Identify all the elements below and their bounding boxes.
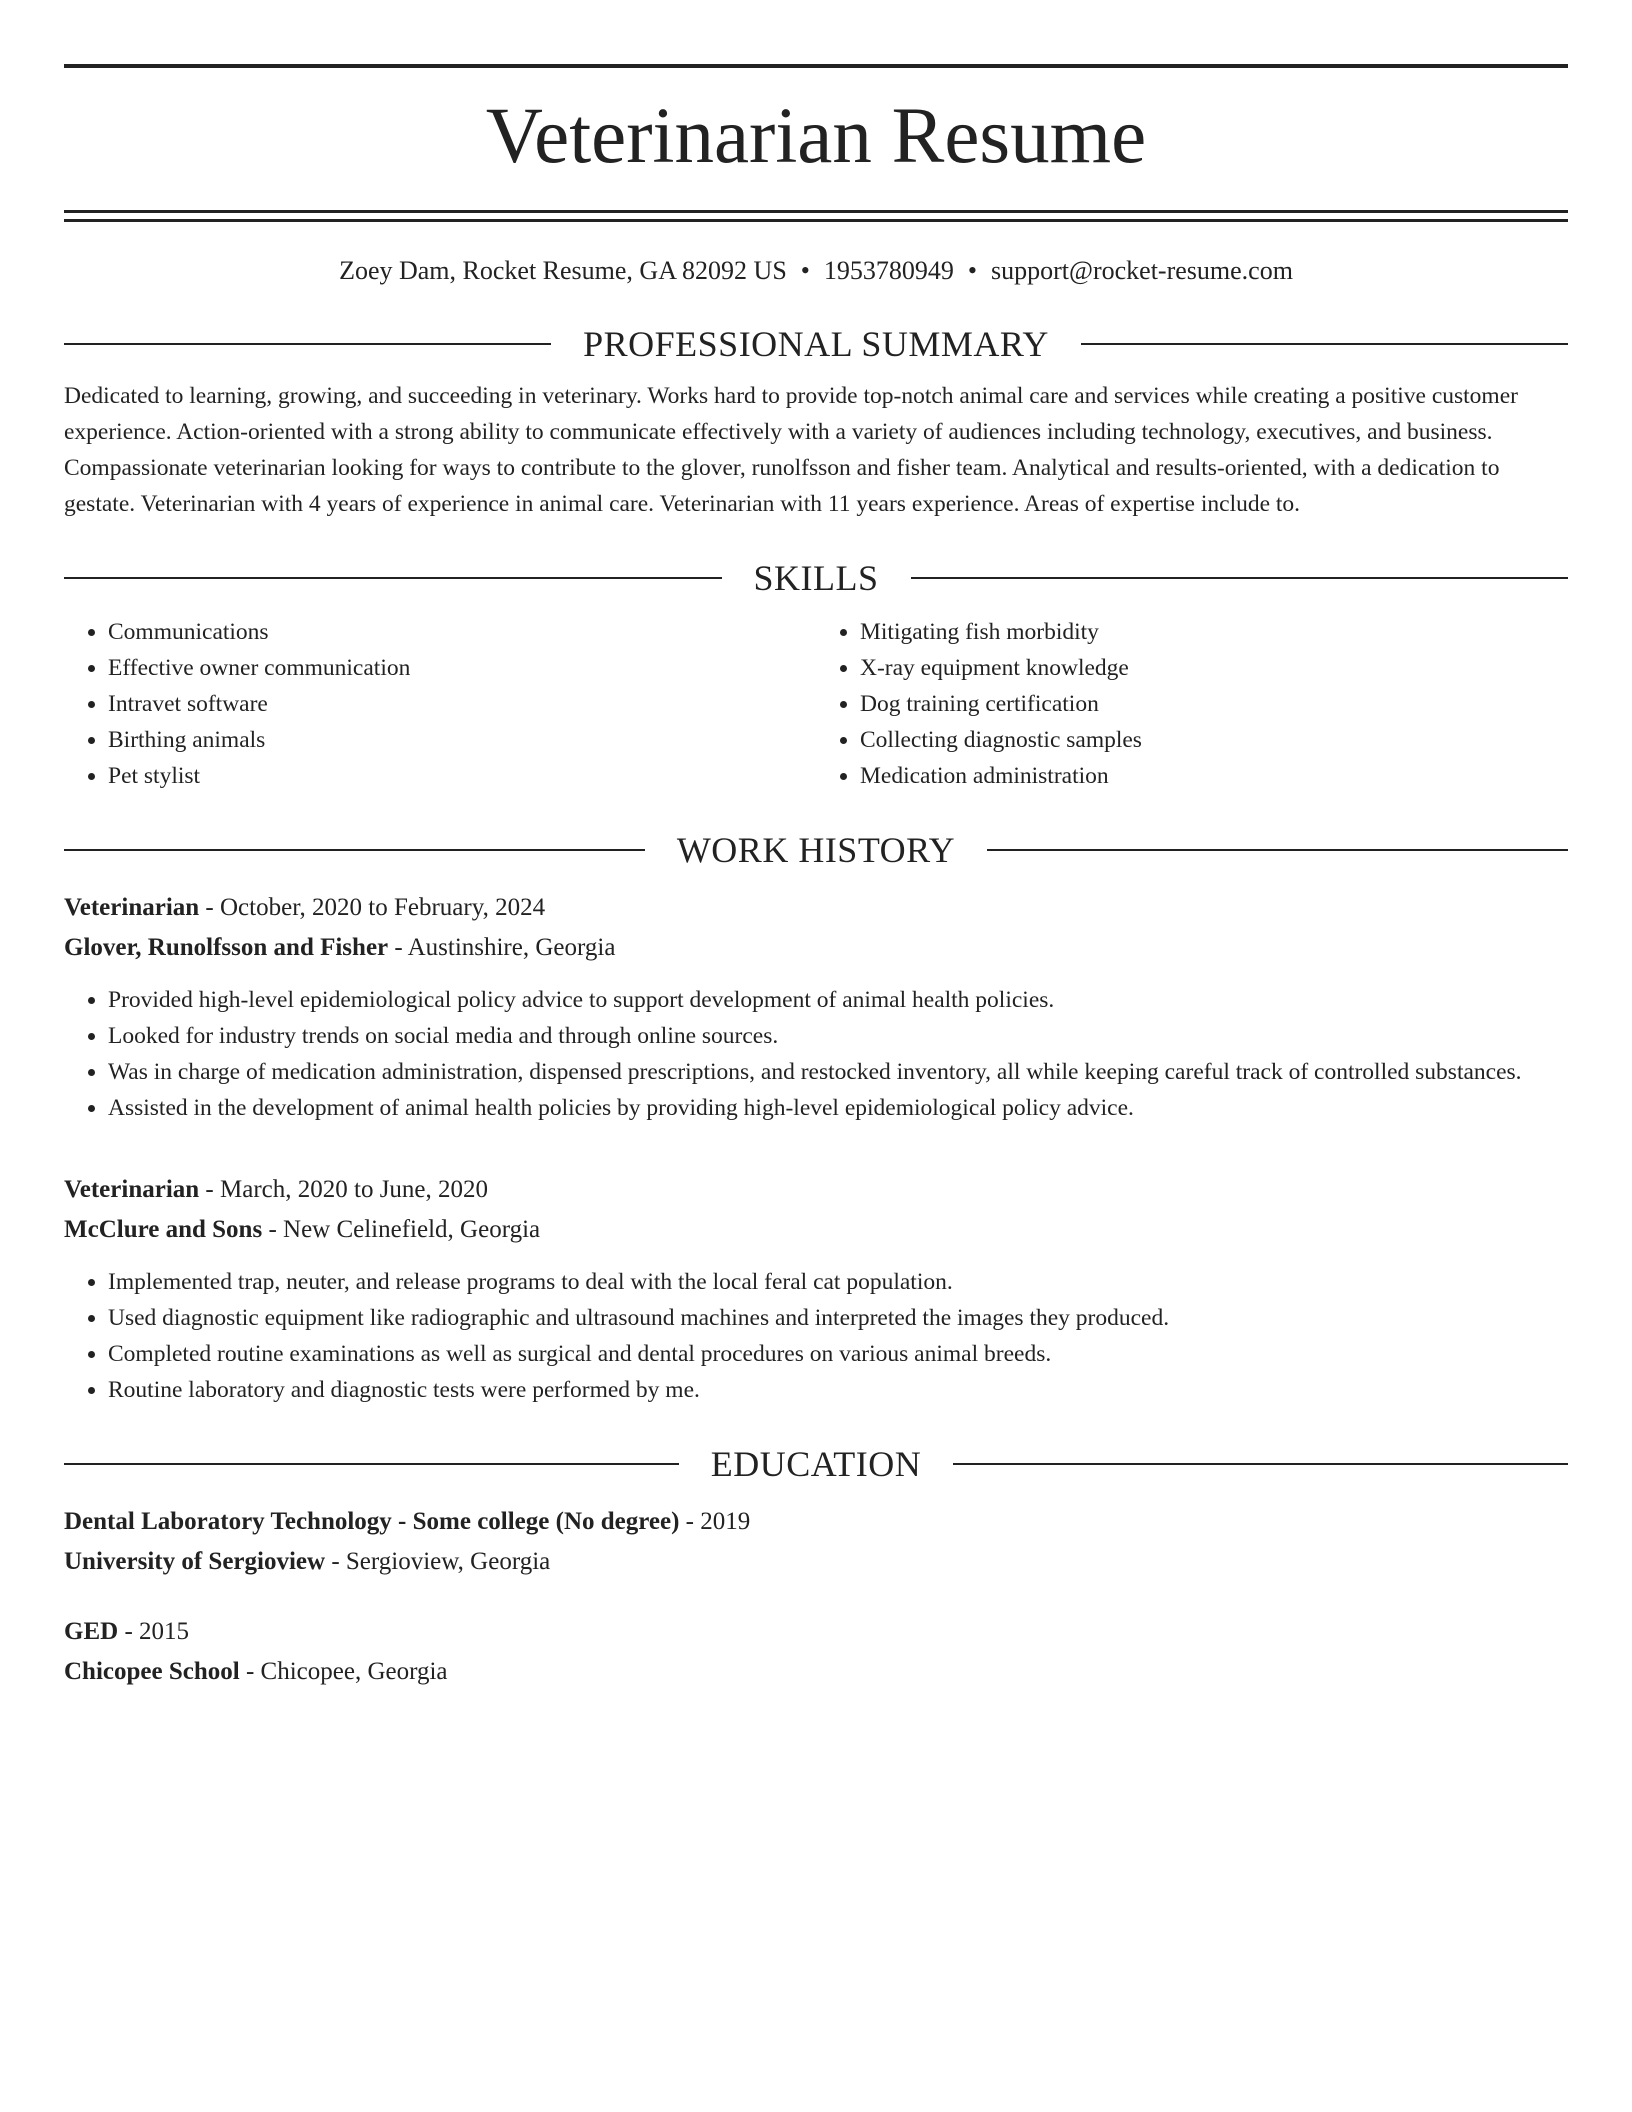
contact-address: Zoey Dam, Rocket Resume, GA 82092 US — [339, 256, 787, 285]
section-rule — [987, 849, 1568, 851]
skill-item: • Pet stylist — [108, 758, 816, 794]
school-location: - Sergioview, Georgia — [325, 1548, 551, 1575]
skill-item: • Medication administration — [860, 758, 1568, 794]
job-title-line — [64, 1170, 1568, 1210]
school-line — [64, 1652, 1568, 1692]
job-dates: - March, 2020 to June, 2020 — [199, 1176, 489, 1203]
title-rule-lower — [64, 219, 1568, 222]
duty-item: • Used diagnostic equipment like radiographic and ultrasound machines and interpreted the images they produced. — [108, 1300, 1568, 1336]
title-rule-upper — [64, 210, 1568, 213]
section-title: EDUCATION — [710, 1444, 922, 1484]
skills-list — [64, 614, 1568, 794]
section-rule — [64, 577, 722, 579]
section-title: WORK HISTORY — [676, 830, 956, 870]
duty-item: • Completed routine examinations as well as surgical and dental procedures on various animal breeds. — [108, 1336, 1568, 1372]
job-location: - Austinshire, Georgia — [388, 934, 616, 961]
duty-item: • Looked for industry trends on social media and through online sources. — [108, 1018, 1568, 1054]
contact-separator: • — [800, 256, 810, 285]
section-rule — [64, 849, 645, 851]
degree: GED — [64, 1618, 119, 1645]
degree-year: - 2019 — [679, 1508, 751, 1535]
section-title: SKILLS — [753, 558, 879, 598]
school: Chicopee School — [64, 1658, 240, 1685]
section-rule — [64, 343, 551, 345]
duty-item: • Provided high-level epidemiological policy advice to support development of animal health policies. — [108, 982, 1568, 1018]
summary-text: Dedicated to learning, growing, and succeeding in veterinary. Works hard to provide top-notch animal care and services while creating a positive customer experience. Action-oriented with a strong ability to communicate effectively with a variety of audiences including technology, executives, and business. Compassionate veterinarian looking for ways to contribute to the glover, runolfsson and fisher team. Analytical and results-oriented, with a dedication to gestate. Veterinarian with 4 years of experience in animal care. Veterinarian with 11 years experience. Areas of expertise include to. — [64, 383, 1518, 517]
contact-email: support@rocket-resume.com — [991, 256, 1293, 285]
job-company: Glover, Runolfsson and Fisher — [64, 934, 389, 961]
job-entry — [64, 888, 1568, 1126]
contact-separator: • — [967, 256, 978, 285]
degree: Dental Laboratory Technology - Some college (No degree) — [64, 1508, 680, 1535]
skill-item: • Communications — [108, 614, 816, 650]
duty-item: • Assisted in the development of animal health policies by providing high-level epidemiological policy advice. — [108, 1090, 1568, 1126]
job-dates: - October, 2020 to February, 2024 — [199, 894, 546, 921]
skill-item: • Dog training certification — [860, 686, 1568, 722]
section-header-education — [64, 1442, 1568, 1486]
top-rule — [64, 64, 1568, 68]
job-title: Veterinarian — [64, 1176, 200, 1203]
skills-column-right — [816, 614, 1568, 794]
job-duties — [64, 982, 1568, 1126]
section-rule — [64, 1463, 679, 1465]
section-header-work — [64, 828, 1568, 872]
skill-item: • Mitigating fish morbidity — [860, 614, 1568, 650]
section-header-summary — [64, 322, 1568, 366]
job-title: Veterinarian — [64, 894, 200, 921]
job-company-line — [64, 928, 1568, 968]
section-title: PROFESSIONAL SUMMARY — [583, 324, 1049, 364]
section-rule — [1081, 343, 1568, 345]
duty-item: • Was in charge of medication administration, dispensed prescriptions, and restocked inventory, all while keeping careful track of controlled substances. — [108, 1054, 1568, 1090]
job-entry — [64, 1170, 1568, 1408]
education-entry — [64, 1502, 1568, 1582]
skill-item: • Collecting diagnostic samples — [860, 722, 1568, 758]
job-title-line — [64, 888, 1568, 928]
page-title: Veterinarian Resume — [485, 93, 1147, 180]
education-entry — [64, 1612, 1568, 1692]
skill-item: • Effective owner communication — [108, 650, 816, 686]
section-rule — [911, 577, 1569, 579]
job-company: McClure and Sons — [64, 1216, 263, 1243]
skills-column-left — [64, 614, 816, 794]
skill-item: • Intravet software — [108, 686, 816, 722]
school: University of Sergioview — [64, 1548, 326, 1575]
section-rule — [953, 1463, 1568, 1465]
degree-line — [64, 1502, 1568, 1542]
degree-year: - 2015 — [118, 1618, 190, 1645]
degree-line — [64, 1612, 1568, 1652]
duty-item: • Routine laboratory and diagnostic tests were performed by me. — [108, 1372, 1568, 1408]
job-duties — [64, 1264, 1568, 1408]
skill-item: • X-ray equipment knowledge — [860, 650, 1568, 686]
job-company-line — [64, 1210, 1568, 1250]
contact-line — [64, 254, 1568, 288]
contact-phone: 1953780949 — [823, 256, 954, 285]
resume-page — [64, 64, 1568, 1692]
section-header-skills — [64, 556, 1568, 600]
school-location: - Chicopee, Georgia — [239, 1658, 448, 1685]
job-location: - New Celinefield, Georgia — [262, 1216, 541, 1243]
duty-item: • Implemented trap, neuter, and release programs to deal with the local feral cat population. — [108, 1264, 1568, 1300]
school-line — [64, 1542, 1568, 1582]
skill-item: • Birthing animals — [108, 722, 816, 758]
